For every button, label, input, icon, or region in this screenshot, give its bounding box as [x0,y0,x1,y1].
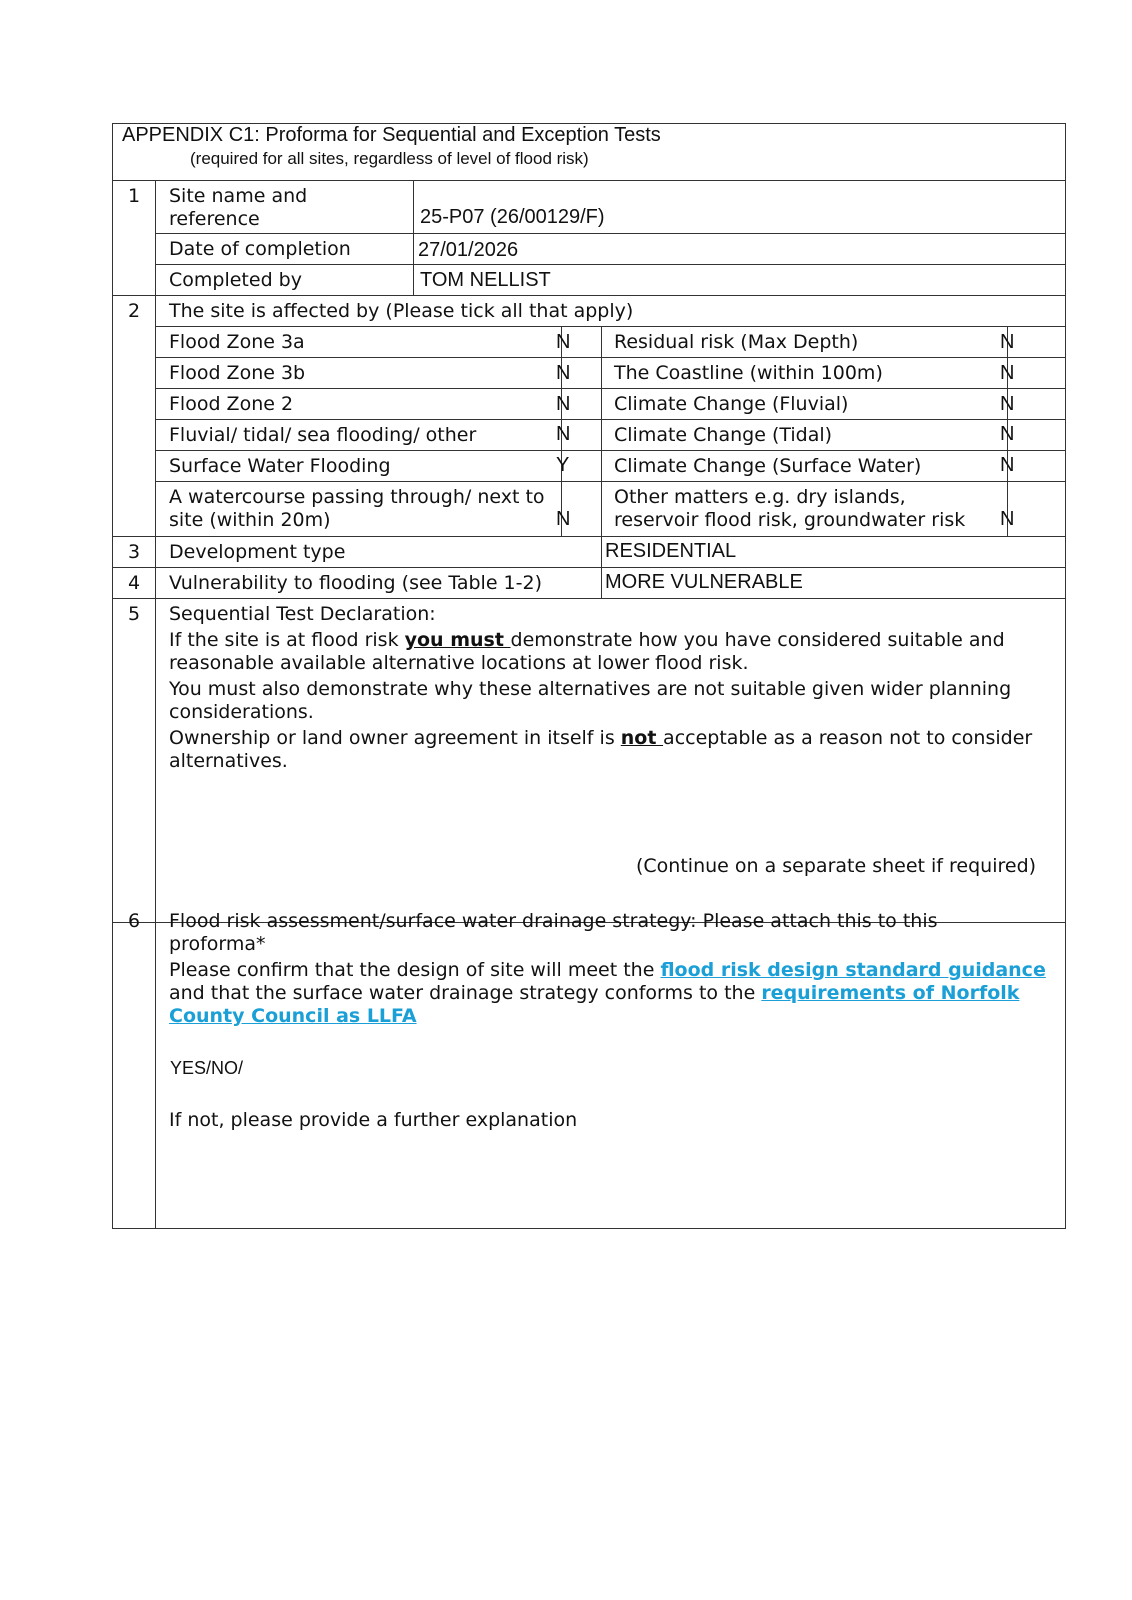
risk-value-surface-water[interactable]: Y [556,454,570,476]
risk-label-flood-zone-3b: Flood Zone 3b [169,362,306,384]
section-number-3: 3 [128,541,141,563]
form-subtitle: (required for all sites, regardless of level of flood risk) [190,149,589,168]
site-name-label: Site name and reference [169,185,308,230]
form-title: APPENDIX C1: Proforma for Sequential and Exception Tests [122,124,661,146]
risk-value-climate-tidal[interactable]: N [1000,423,1015,445]
sequential-test-para-1: If the site is at flood risk you must demonstrate how you have considered suitable and reasonable available alternative locations at lower flood risk. [169,629,1005,674]
risk-label-climate-fluvial: Climate Change (Fluvial) [614,393,849,415]
vulnerability-label: Vulnerability to flooding (see Table 1-2) [169,572,543,594]
site-name-value[interactable]: 25-P07 (26/00129/F) [420,206,605,228]
development-type-label: Development type [169,541,346,563]
section-number-1: 1 [128,185,141,207]
risk-value-coastline[interactable]: N [1000,362,1015,384]
sequential-test-heading: Sequential Test Declaration: [169,603,436,625]
risk-value-watercourse[interactable]: N [556,508,571,530]
section-number-6: 6 [128,910,141,932]
proforma-form [112,123,1066,1229]
risk-value-residual-risk[interactable]: N [1000,331,1015,353]
risk-label-other-matters: Other matters e.g. dry islands, reservoir flood risk, groundwater risk [614,486,966,531]
risk-label-watercourse: A watercourse passing through/ next to site (within 20m) [169,486,545,531]
continue-note: (Continue on a separate sheet if required) [636,855,1037,877]
risk-label-fluvial-tidal: Fluvial/ tidal/ sea flooding/ other [169,424,477,446]
risk-label-flood-zone-3a: Flood Zone 3a [169,331,305,353]
risk-value-flood-zone-2[interactable]: N [556,393,571,415]
risk-label-coastline: The Coastline (within 100m) [614,362,883,384]
risk-value-flood-zone-3a[interactable]: N [556,331,571,353]
completed-by-label: Completed by [169,269,302,291]
risk-label-climate-surface-water: Climate Change (Surface Water) [614,455,922,477]
risk-value-other-matters[interactable]: N [1000,508,1015,530]
section-number-5: 5 [128,603,141,625]
completed-by-value[interactable]: TOM NELLIST [420,269,551,291]
risk-value-fluvial-tidal[interactable]: N [556,423,571,445]
yes-no-answer[interactable]: YES/NO/ [170,1058,244,1078]
further-explanation-label: If not, please provide a further explanation [169,1109,578,1131]
risk-value-flood-zone-3b[interactable]: N [556,362,571,384]
flood-risk-design-link[interactable]: flood risk design standard guidance [660,959,1046,981]
section-number-2: 2 [128,300,141,322]
development-type-value[interactable]: RESIDENTIAL [605,540,737,562]
risk-label-residual-risk: Residual risk (Max Depth) [614,331,859,353]
vulnerability-value[interactable]: MORE VULNERABLE [605,571,803,593]
risk-label-flood-zone-2: Flood Zone 2 [169,393,294,415]
fra-heading: Flood risk assessment/surface water drainage strategy: Please attach this to this proforma* [169,910,938,955]
sequential-test-para-3: Ownership or land owner agreement in itself is not acceptable as a reason not to consider alternatives. [169,727,1033,772]
norfolk-llfa-link[interactable]: requirements of Norfolk County Council as LLFA [169,982,1020,1027]
fra-confirm-para: Please confirm that the design of site will meet the flood risk design standard guidance and that the surface water drainage strategy conforms to the requirements of Norfolk County Council as LLFA [169,959,1046,1027]
risk-label-climate-tidal: Climate Change (Tidal) [614,424,833,446]
risk-value-climate-fluvial[interactable]: N [1000,393,1015,415]
sequential-test-para-2: You must also demonstrate why these alternatives are not suitable given wider planning considerations. [169,678,1012,723]
section-number-4: 4 [128,572,141,594]
risk-label-surface-water: Surface Water Flooding [169,455,391,477]
affected-heading: The site is affected by (Please tick all that apply) [169,300,634,322]
date-value[interactable]: 27/01/2026 [418,239,519,261]
date-label: Date of completion [169,238,351,260]
risk-value-climate-surface-water[interactable]: N [1000,454,1015,476]
